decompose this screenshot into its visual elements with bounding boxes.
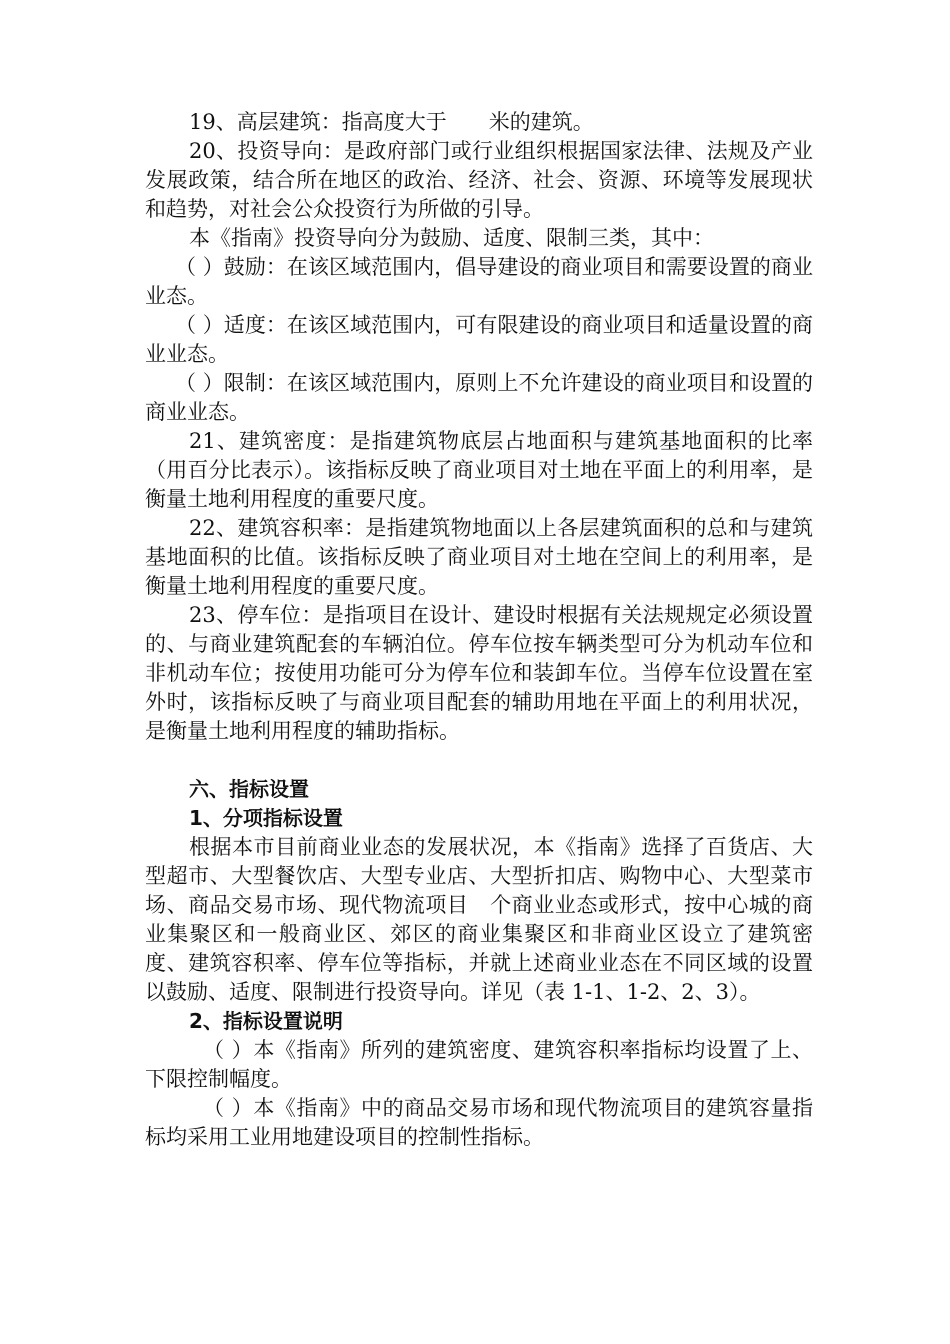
- subsection-2-item-1: （ ）本《指南》所列的建筑密度、建筑容积率指标均设置了上、下限控制幅度。: [145, 1038, 813, 1091]
- subsection-1-body: 根据本市目前商业业态的发展状况，本《指南》选择了百货店、大型超市、大型餐饮店、大型专业店、大型折扣店、购物中心、大型菜市场、商品交易市场、现代物流项目 个商业业态或形式，按中心城的商业集聚区和一般商业区、郊区的商业集聚区和非商业区设立了建筑密度、建筑容积率、停车位等指标，并就上述商业业态在不同区域的设置以鼓励、适度、限制进行投资导向。详见（表 1-1、1-2、2、3）。: [145, 835, 813, 1004]
- definition-22: 22、建筑容积率：是指建筑物地面以上各层建筑面积的总和与建筑基地面积的比值。该指标反映了商业项目对土地在空间上的利用率，是衡量土地利用程度的重要尺度。: [145, 516, 813, 598]
- definition-19: 19、高层建筑：指高度大于 米的建筑。: [189, 110, 594, 134]
- definition-21: 21、建筑密度：是指建筑物底层占地面积与建筑基地面积的比率（用百分比表示）。该指标反映了商业项目对土地在平面上的利用率，是衡量土地利用程度的重要尺度。: [145, 429, 813, 511]
- guide-restrict: （ ）限制：在该区域范围内，原则上不允许建设的商业项目和设置的商业业态。: [145, 371, 813, 424]
- definition-23: 23、停车位：是指项目在设计、建设时根据有关法规规定必须设置的、与商业建筑配套的车辆泊位。停车位按车辆类型可分为机动车位和非机动车位；按使用功能可分为停车位和装卸车位。当停车位设置在室外时，该指标反映了与商业项目配套的辅助用地在平面上的利用状况，是衡量土地利用程度的辅助指标。: [145, 603, 813, 743]
- document-body: [145, 108, 813, 1152]
- subsection-2-title: 2、指标设置说明: [189, 1009, 343, 1033]
- definition-20: 20、投资导向：是政府部门或行业组织根据国家法律、法规及产业发展政策，结合所在地区的政治、经济、社会、资源、环境等发展现状和趋势，对社会公众投资行为所做的引导。: [145, 139, 813, 221]
- guide-moderate: （ ）适度：在该区域范围内，可有限建设的商业项目和适量设置的商业业态。: [145, 313, 813, 366]
- section-6-title: 六、指标设置: [189, 777, 309, 801]
- subsection-1-title: 1、分项指标设置: [189, 806, 343, 830]
- investment-guide-intro: 本《指南》投资导向分为鼓励、适度、限制三类，其中：: [189, 226, 714, 250]
- section-spacer: [145, 746, 813, 775]
- subsection-2-item-2: （ ）本《指南》中的商品交易市场和现代物流项目的建筑容量指标均采用工业用地建设项目的控制性指标。: [145, 1096, 813, 1149]
- guide-encourage: （ ）鼓励：在该区域范围内，倡导建设的商业项目和需要设置的商业业态。: [145, 255, 813, 308]
